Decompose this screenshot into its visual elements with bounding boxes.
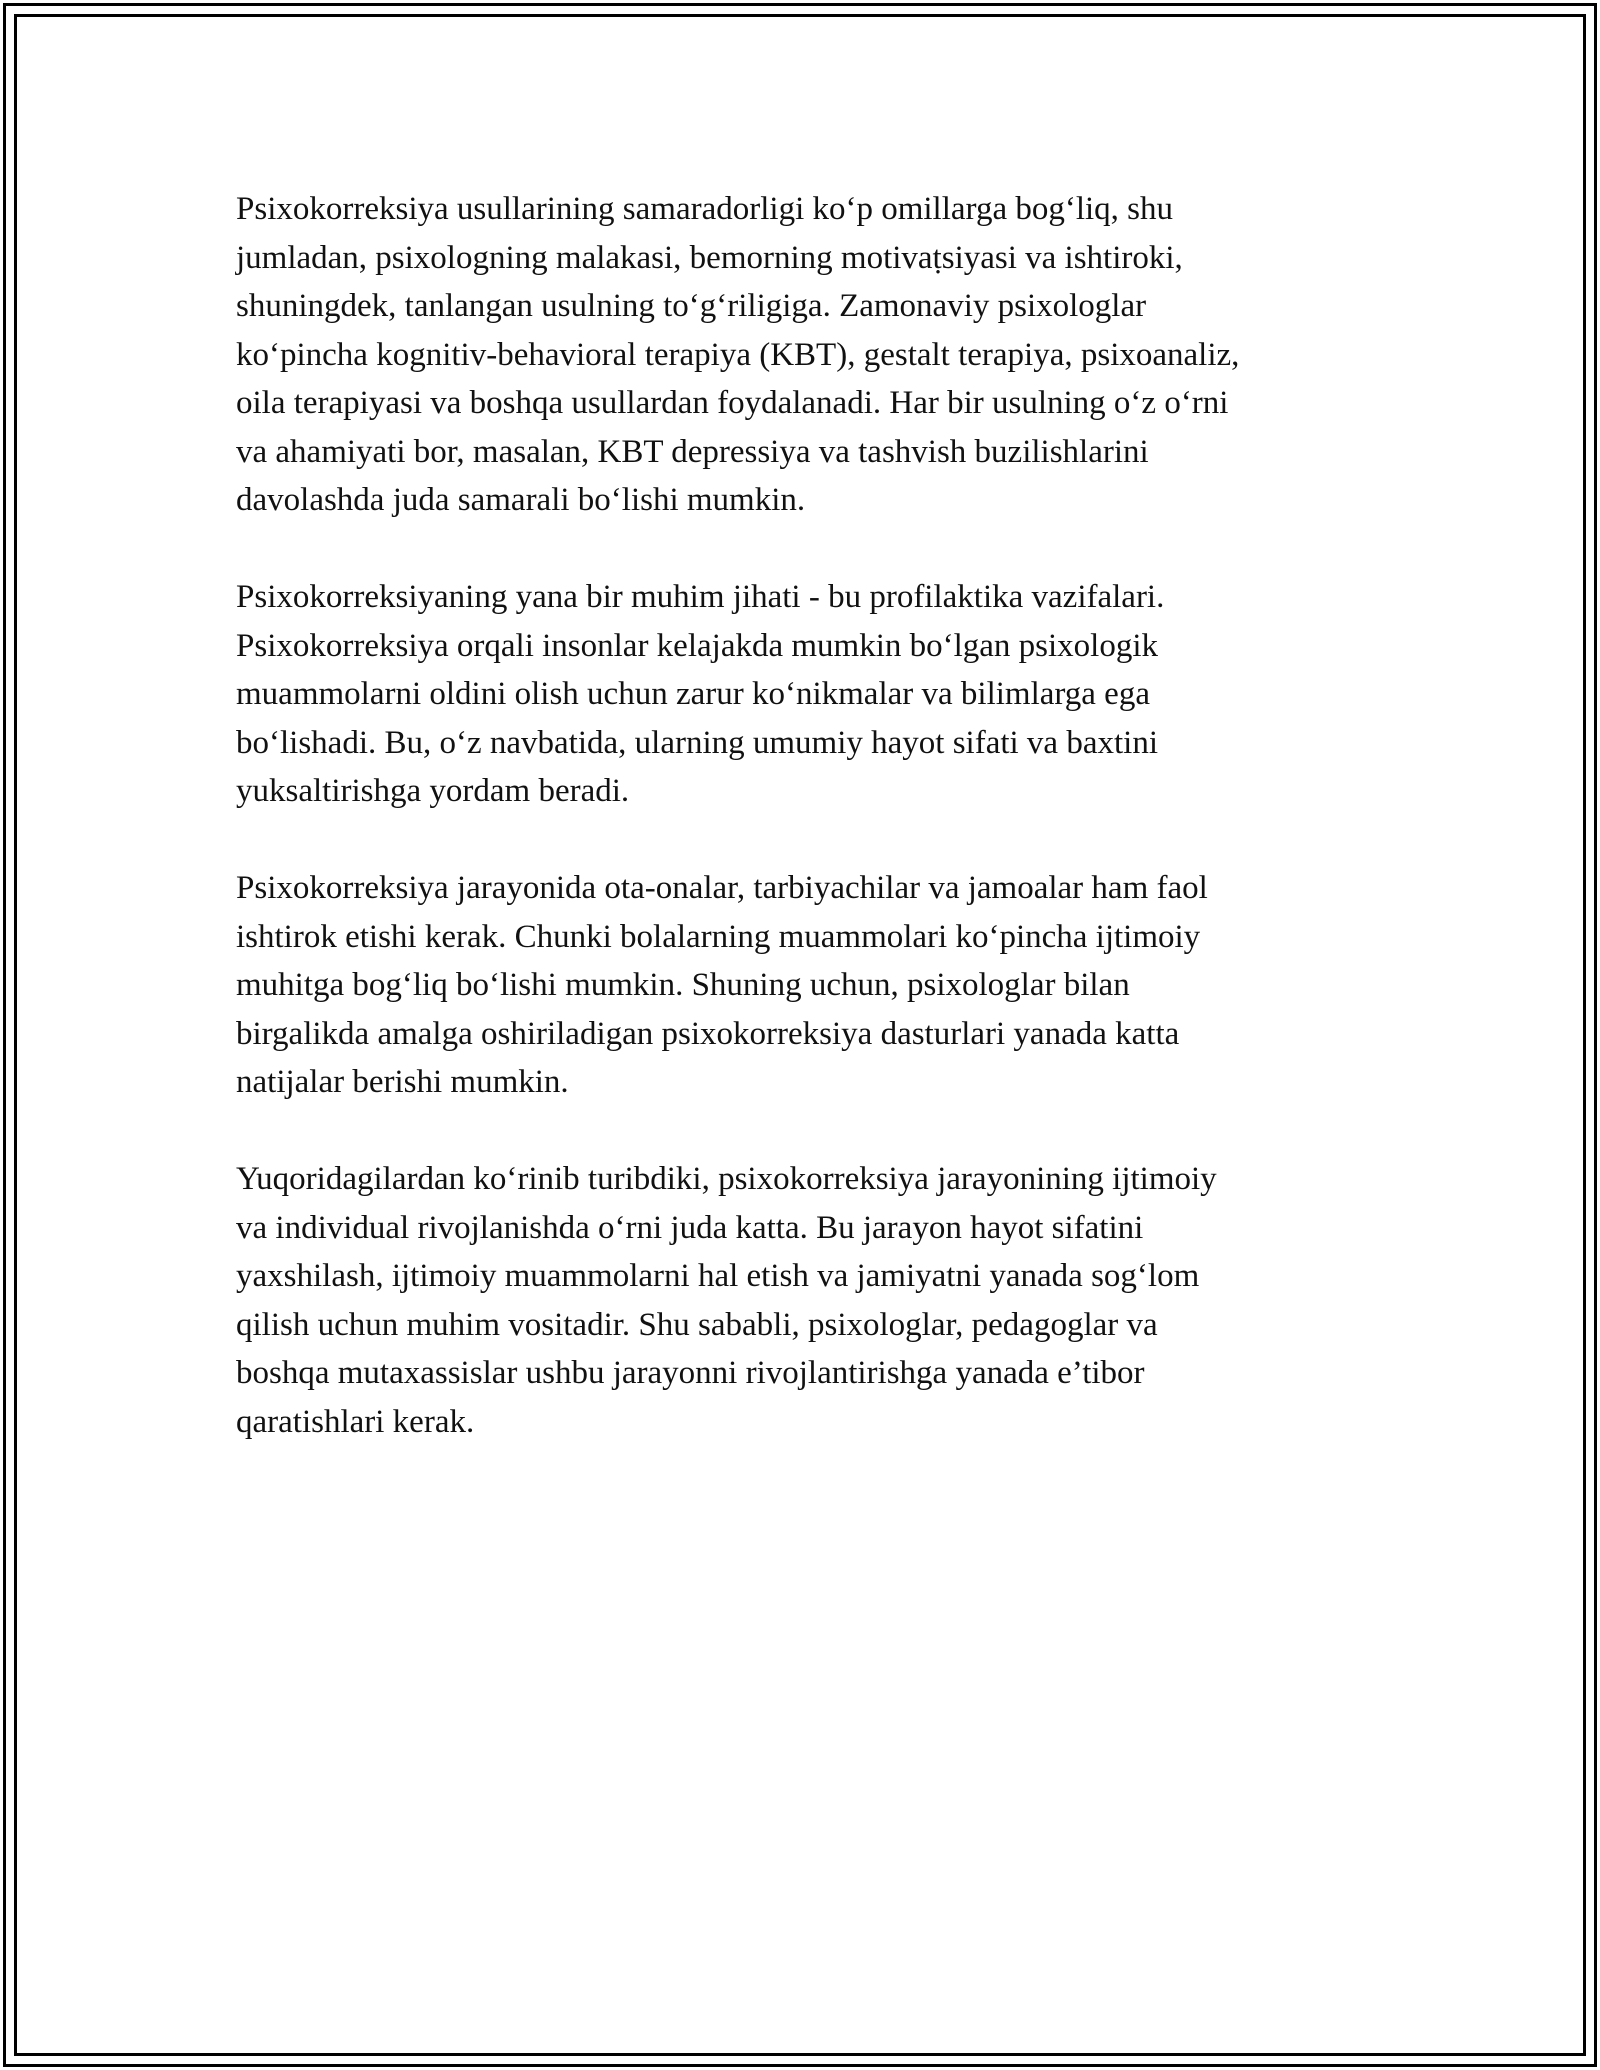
text-line: va ahamiyati bor, masalan, KBT depressiya va tashvish buzilishlarini	[236, 433, 1149, 470]
text-line: shuningdek, tanlangan usulning to‘g‘riligiga. Zamonaviy psixologlar	[236, 288, 1147, 324]
text-line: Psixokorreksiya orqali insonlar kelajakda mumkin bo‘lgan psixologik	[236, 627, 1159, 664]
text-line: muammolarni oldini olish uchun zarur ko‘nikmalar va bilimlarga ega	[236, 676, 1150, 712]
text-line: natijalar berishi mumkin.	[236, 1064, 569, 1100]
paragraph-4	[236, 1155, 1366, 1446]
text-line: ko‘pincha kognitiv-behavioral terapiya (KBT), gestalt terapiya, psixoanaliz,	[236, 336, 1240, 373]
paragraph-1	[236, 185, 1366, 525]
text-line: bo‘lishadi. Bu, o‘z navbatida, ularning umumiy hayot sifati va baxtini	[236, 724, 1158, 761]
text-line: va individual rivojlanishda o‘rni juda katta. Bu jarayon hayot sifatini	[236, 1209, 1144, 1246]
text-line: birgalikda amalga oshiriladigan psixokorreksiya dasturlari yanada katta	[236, 1015, 1180, 1052]
text-line: muhitga bog‘liq bo‘lishi mumkin. Shuning uchun, psixologlar bilan	[236, 967, 1130, 1003]
text-line: Psixokorreksiya usullarining samaradorligi ko‘p omillarga bog‘liq, shu	[236, 191, 1174, 227]
text-line: davolashda juda samarali bo‘lishi mumkin.	[236, 482, 806, 518]
text-line: Yuqoridagilardan ko‘rinib turibdiki, psixokorreksiya jarayonining ijtimoiy	[236, 1161, 1217, 1197]
paragraph-2	[236, 573, 1366, 816]
document-body	[236, 185, 1366, 1495]
text-line: jumladan, psixologning malakasi, bemorning motivaṭsiyasi va ishtiroki,	[236, 239, 1183, 276]
text-line: Psixokorreksiya jarayonida ota-onalar, tarbiyachilar va jamoalar ham faol	[236, 870, 1208, 906]
text-line: yaxshilash, ijtimoiy muammolarni hal etish va jamiyatni yanada sog‘lom	[236, 1258, 1200, 1294]
text-line: oila terapiyasi va boshqa usullardan foydalanadi. Har bir usulning o‘z o‘rni	[236, 385, 1229, 421]
text-line: Psixokorreksiyaning yana bir muhim jihati - bu profilaktika vazifalari.	[236, 579, 1165, 615]
text-line: boshqa mutaxassislar ushbu jarayonni rivojlantirishga yanada e’tibor	[236, 1355, 1145, 1391]
paragraph-3	[236, 864, 1366, 1107]
text-line: ishtirok etishi kerak. Chunki bolalarning muammolari ko‘pincha ijtimoiy	[236, 918, 1201, 955]
text-line: qaratishlari kerak.	[236, 1403, 475, 1440]
text-line: qilish uchun muhim vositadir. Shu sababli, psixologlar, pedagoglar va	[236, 1306, 1158, 1343]
text-line: yuksaltirishga yordam beradi.	[236, 773, 630, 809]
